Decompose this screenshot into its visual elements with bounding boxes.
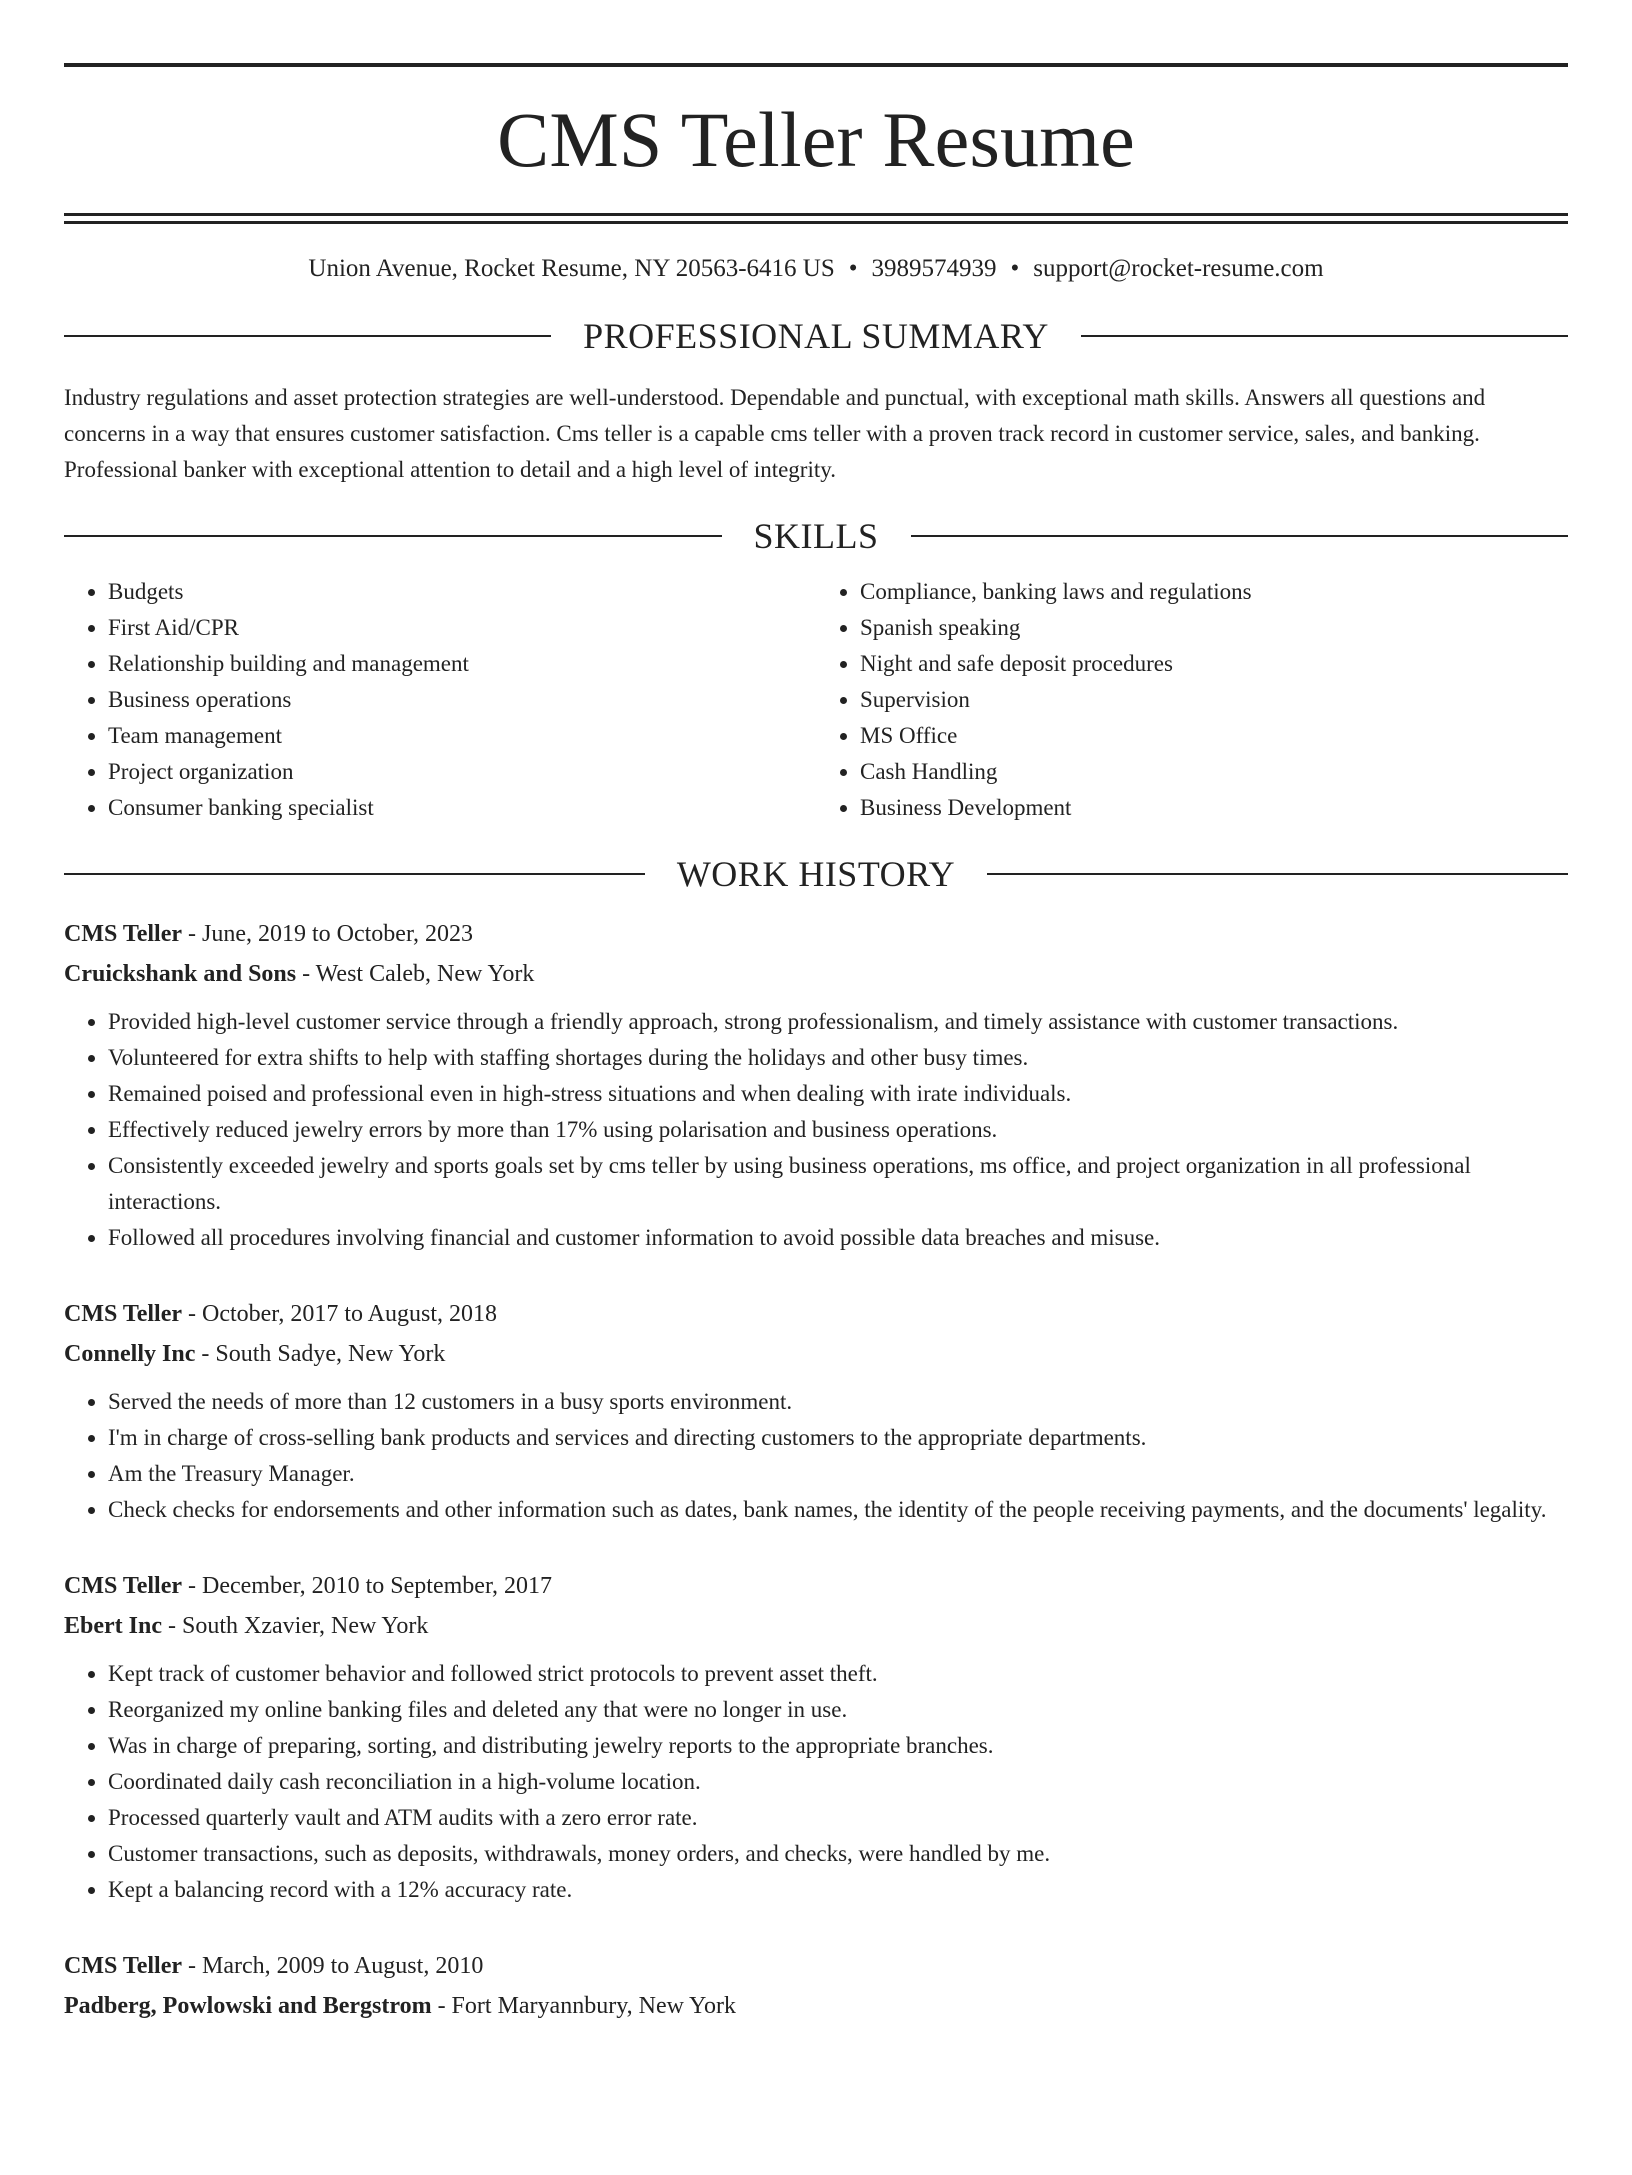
heading-rule-left (64, 535, 722, 537)
contact-separator: • (848, 255, 858, 282)
job-entry (64, 1946, 1568, 2026)
resume-page (0, 63, 1632, 2175)
job-duty-item: • Remained poised and professional even in high-stress situations and when dealing with irate individuals. (108, 1076, 1568, 1112)
heading-rule-left (64, 335, 551, 337)
heading-rule-right (911, 535, 1569, 537)
skill-item: • Budgets (108, 574, 816, 610)
job-duty-item: • Processed quarterly vault and ATM audits with a zero error rate. (108, 1800, 1568, 1836)
job-role: CMS Teller (64, 1573, 182, 1599)
job-location: - South Sadye, New York (195, 1341, 446, 1367)
top-rule (64, 63, 1568, 67)
job-company-line (64, 954, 1568, 994)
skill-item: • Night and safe deposit procedures (860, 646, 1568, 682)
job-role: CMS Teller (64, 1953, 182, 1979)
job-company: Ebert Inc (64, 1613, 162, 1639)
job-role: CMS Teller (64, 1301, 182, 1327)
job-company-line (64, 1986, 1568, 2026)
skill-item: • Compliance, banking laws and regulations (860, 574, 1568, 610)
work-heading-row (64, 856, 1568, 892)
skill-item: • Cash Handling (860, 754, 1568, 790)
job-duties (64, 1004, 1568, 1256)
job-company: Connelly Inc (64, 1341, 196, 1367)
job-location: - West Caleb, New York (296, 961, 535, 987)
job-duty-item: • Reorganized my online banking files and deleted any that were no longer in use. (108, 1692, 1568, 1728)
summary-heading-row (64, 318, 1568, 354)
job-duty-item: • Coordinated daily cash reconciliation in a high-volume location. (108, 1764, 1568, 1800)
job-duty-item: • Followed all procedures involving financial and customer information to avoid possible data breaches and misuse. (108, 1220, 1568, 1256)
job-title-line (64, 1294, 1568, 1334)
job-title-line (64, 1946, 1568, 1986)
job-entry (64, 1566, 1568, 1908)
job-dates: - December, 2010 to September, 2017 (182, 1573, 552, 1599)
heading-rule-right (987, 873, 1568, 875)
job-dates: - June, 2019 to October, 2023 (182, 921, 473, 947)
contact-phone: 3989574939 (871, 255, 997, 282)
work-heading: WORK HISTORY (676, 854, 956, 894)
skill-item: • Spanish speaking (860, 610, 1568, 646)
skill-item: • Consumer banking specialist (108, 790, 816, 826)
job-duty-item: • Was in charge of preparing, sorting, and distributing jewelry reports to the appropriate branches. (108, 1728, 1568, 1764)
skill-item: • First Aid/CPR (108, 610, 816, 646)
job-title-line (64, 914, 1568, 954)
job-duty-item: • Consistently exceeded jewelry and sports goals set by cms teller by using business operations, ms office, and project organization in all professional interactions. (108, 1148, 1568, 1220)
job-dates: - March, 2009 to August, 2010 (182, 1953, 484, 1979)
skills-column-right (816, 574, 1568, 826)
skills-heading: SKILLS (753, 516, 879, 556)
job-duty-item: • Served the needs of more than 12 customers in a busy sports environment. (108, 1384, 1568, 1420)
title-double-rule (64, 213, 1568, 224)
summary-text: Industry regulations and asset protection strategies are well-understood. Dependable and punctual, with exceptional math skills. Answers all questions and concerns in a way that ensures customer satisfaction. Cms teller is a capable cms teller with a proven track record in customer service, sales, and banking. Professional banker with exceptional attention to detail and a high level of integrity. (64, 385, 1486, 482)
job-duty-item: • Effectively reduced jewelry errors by more than 17% using polarisation and business operations. (108, 1112, 1568, 1148)
contact-email: support@rocket-resume.com (1033, 255, 1324, 282)
skill-item: • Supervision (860, 682, 1568, 718)
job-duty-item: • Check checks for endorsements and other information such as dates, bank names, the identity of the people receiving payments, and the documents' legality. (108, 1492, 1568, 1528)
skill-item: • Relationship building and management (108, 646, 816, 682)
job-location: - South Xzavier, New York (162, 1613, 429, 1639)
contact-separator: • (1010, 255, 1020, 282)
work-history (64, 914, 1568, 2026)
job-company-line (64, 1334, 1568, 1374)
skill-item: • MS Office (860, 718, 1568, 754)
job-duty-item: • Am the Treasury Manager. (108, 1456, 1568, 1492)
job-duty-item: • I'm in charge of cross-selling bank products and services and directing customers to the appropriate departments. (108, 1420, 1568, 1456)
job-location: - Fort Maryannbury, New York (431, 1993, 736, 2019)
skill-item: • Team management (108, 718, 816, 754)
skills-heading-row (64, 518, 1568, 554)
contact-address: Union Avenue, Rocket Resume, NY 20563-6416 US (308, 255, 835, 282)
summary-heading: PROFESSIONAL SUMMARY (583, 316, 1049, 356)
job-duty-item: • Volunteered for extra shifts to help with staffing shortages during the holidays and other busy times. (108, 1040, 1568, 1076)
job-duty-item: • Customer transactions, such as deposits, withdrawals, money orders, and checks, were handled by me. (108, 1836, 1568, 1872)
job-company: Cruickshank and Sons (64, 961, 297, 987)
job-duty-item: • Kept track of customer behavior and followed strict protocols to prevent asset theft. (108, 1656, 1568, 1692)
contact-line (64, 254, 1568, 284)
job-role: CMS Teller (64, 921, 182, 947)
resume-title: CMS Teller Resume (497, 96, 1135, 183)
job-dates: - October, 2017 to August, 2018 (182, 1301, 498, 1327)
skill-item: • Project organization (108, 754, 816, 790)
heading-rule-left (64, 873, 645, 875)
job-duties (64, 1384, 1568, 1528)
job-duties (64, 1656, 1568, 1908)
skills-column-left (64, 574, 816, 826)
job-duty-item: • Kept a balancing record with a 12% accuracy rate. (108, 1872, 1568, 1908)
skills-list (64, 574, 1568, 826)
job-company: Padberg, Powlowski and Bergstrom (64, 1993, 432, 2019)
skill-item: • Business Development (860, 790, 1568, 826)
job-entry (64, 914, 1568, 1256)
job-title-line (64, 1566, 1568, 1606)
job-duty-item: • Provided high-level customer service through a friendly approach, strong professionalism, and timely assistance with customer transactions. (108, 1004, 1568, 1040)
job-entry (64, 1294, 1568, 1528)
heading-rule-right (1081, 335, 1568, 337)
job-company-line (64, 1606, 1568, 1646)
skill-item: • Business operations (108, 682, 816, 718)
